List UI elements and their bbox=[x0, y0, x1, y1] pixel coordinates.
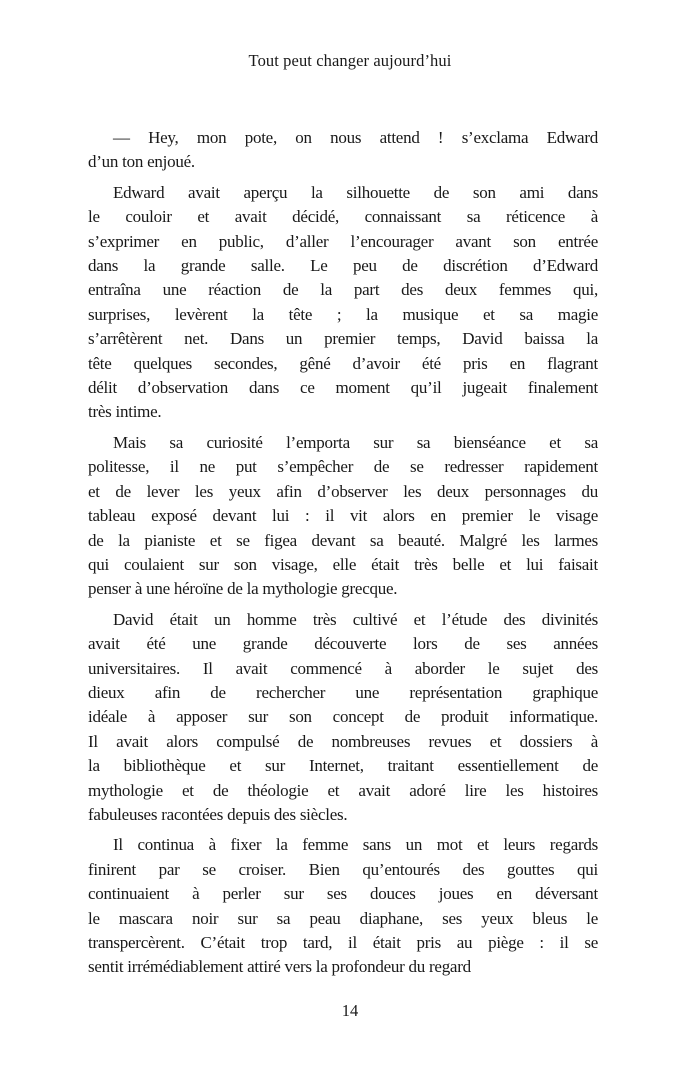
text-line: sentit irrémédiablement attiré vers la profondeur du regard bbox=[88, 957, 471, 977]
paragraph bbox=[88, 431, 598, 602]
text-line: s’arrêtèrent net. Dans un premier temps, David baissa la bbox=[88, 329, 598, 349]
text-line: continuaient à perler sur ses douces joues en déversant bbox=[88, 884, 598, 904]
text-line: dans la grande salle. Le peu de discrétion d’Edward bbox=[88, 256, 598, 276]
text-line: la bibliothèque et sur Internet, traitant essentiellement de bbox=[88, 756, 598, 776]
text-line: penser à une héroïne de la mythologie grecque. bbox=[88, 579, 398, 599]
text-line: tête quelques secondes, gêné d’avoir été pris en flagrant bbox=[88, 353, 598, 373]
text-line: très intime. bbox=[88, 402, 162, 422]
text-line: de la pianiste et se figea devant sa beauté. Malgré les larmes bbox=[88, 530, 598, 550]
text-line: transpercèrent. C’était trop tard, il était pris au piège : il se bbox=[88, 933, 598, 952]
text-line: le mascara noir sur sa peau diaphane, ses yeux bleus le bbox=[88, 908, 598, 928]
text-line: Il continua à fixer la femme sans un mot et leurs regards bbox=[113, 835, 598, 855]
text-line: — Hey, mon pote, on nous attend ! s’exclama Edward bbox=[113, 128, 598, 147]
paragraph bbox=[88, 833, 598, 979]
text-line: le couloir et avait décidé, connaissant sa réticence à bbox=[88, 207, 598, 227]
text-line: et de lever les yeux afin d’observer les deux personnages du bbox=[88, 481, 598, 501]
text-line: fabuleuses racontées depuis des siècles. bbox=[88, 804, 348, 824]
text-line: idéale à apposer sur son concept de produit informatique. bbox=[88, 707, 598, 727]
text-line: finirent par se croiser. Bien qu’entourés des gouttes qui bbox=[88, 859, 598, 879]
text-line: d’un ton enjoué. bbox=[88, 152, 195, 172]
text-line: Edward avait aperçu la silhouette de son ami dans bbox=[113, 182, 598, 202]
paragraph bbox=[88, 181, 598, 425]
text-line: s’exprimer en public, d’aller l’encourager avant son entrée bbox=[88, 231, 598, 251]
text-line: dieux afin de rechercher une représentation graphique bbox=[88, 682, 598, 702]
page-body bbox=[88, 126, 598, 980]
text-line: Il avait alors compulsé de nombreuses revues et dossiers à bbox=[88, 731, 598, 751]
text-line: entraîna une réaction de la part des deux femmes qui, bbox=[88, 280, 598, 300]
text-line: délit d’observation dans ce moment qu’il jugeait finalement bbox=[88, 378, 598, 398]
text-line: surprises, levèrent la tête ; la musique et sa magie bbox=[88, 304, 598, 324]
text-line: avait été une grande découverte lors de ses années bbox=[88, 634, 598, 654]
paragraph bbox=[88, 126, 598, 175]
text-line: universitaires. Il avait commencé à aborder le sujet des bbox=[88, 658, 598, 678]
text-line: David était un homme très cultivé et l’étude des divinités bbox=[113, 609, 598, 629]
text-line: politesse, il ne put s’empêcher de se redresser rapidement bbox=[88, 457, 598, 477]
paragraph bbox=[88, 608, 598, 828]
text-line: tableau exposé devant lui : il vit alors en premier le visage bbox=[88, 506, 598, 526]
text-line: qui coulaient sur son visage, elle était très belle et lui faisait bbox=[88, 554, 598, 574]
text-line: mythologie et de théologie et avait adoré lire les histoires bbox=[88, 780, 598, 800]
page-number: 14 bbox=[341, 1001, 359, 1020]
text-line: Mais sa curiosité l’emporta sur sa bienséance et sa bbox=[113, 432, 598, 452]
running-title: Tout peut changer aujourd’hui bbox=[248, 51, 452, 70]
